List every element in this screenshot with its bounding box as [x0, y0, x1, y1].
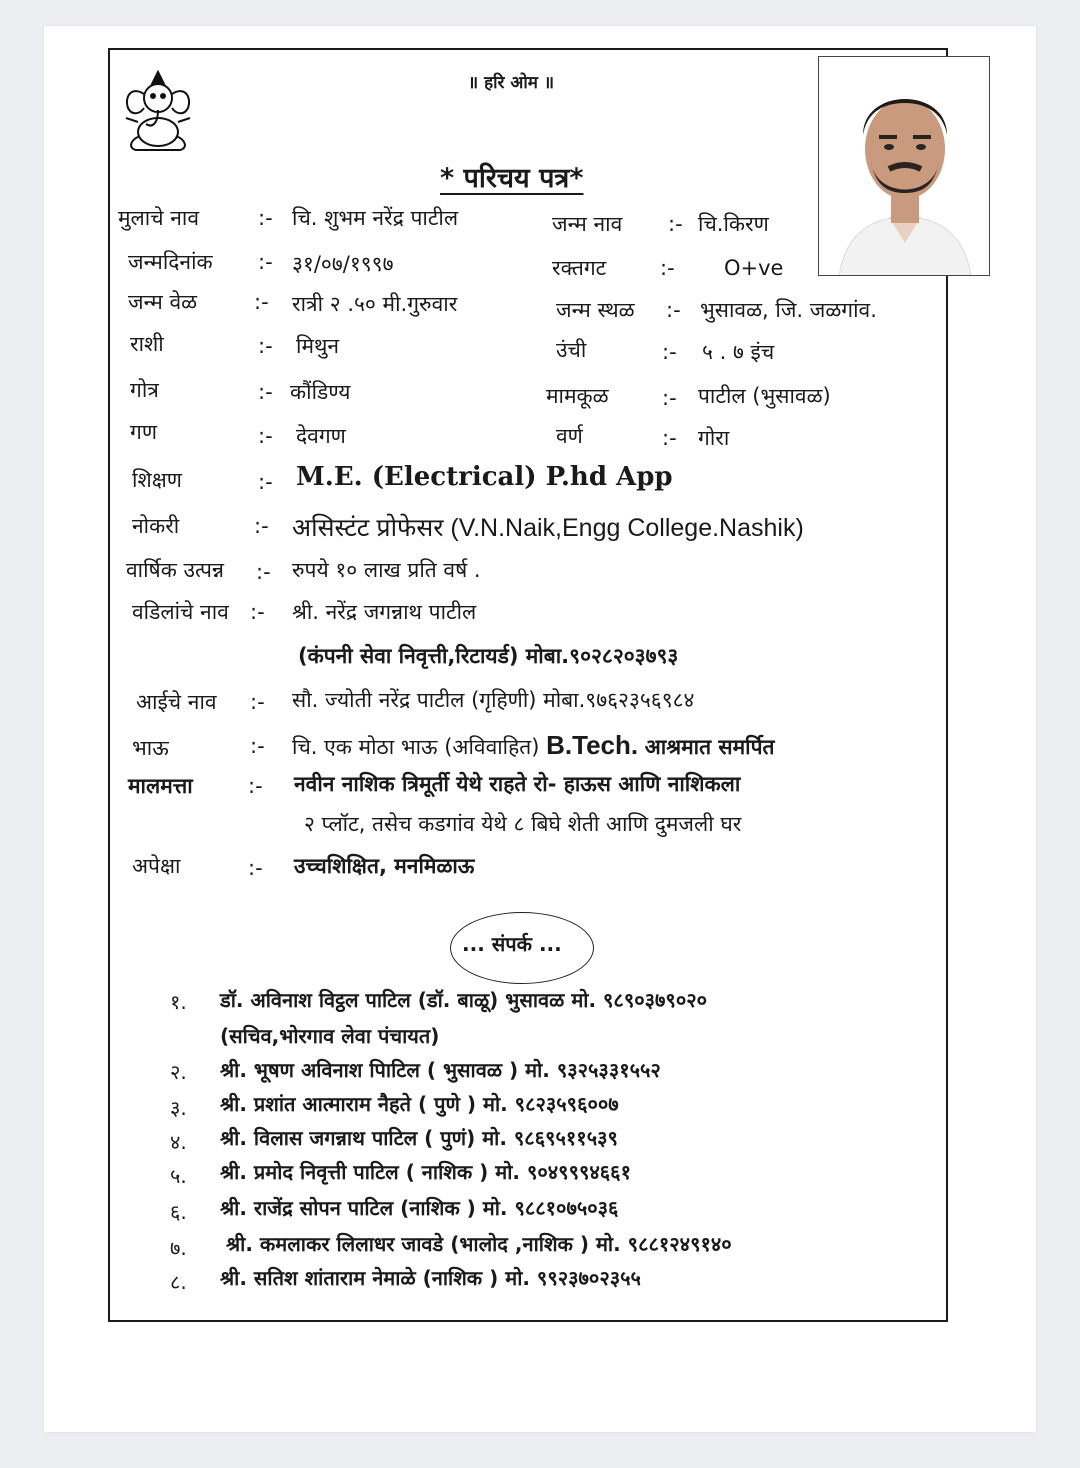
label-income: वार्षिक उत्पन्न — [126, 558, 224, 582]
label-gotra: गोत्र — [130, 378, 159, 402]
value-mamkul: पाटील (भुसावळ) — [698, 384, 831, 408]
value-property-line2: २ प्लॉट, तसेच कडगांव येथे ८ बिघे शेती आणि दुमजली घर — [304, 812, 742, 836]
profile-photo — [818, 56, 990, 276]
value-birth-time: रात्री २ .५० मी.गुरुवार — [292, 292, 458, 316]
label-education: शिक्षण — [132, 468, 182, 492]
sep-birth-time: :- — [254, 290, 269, 314]
value-brother-c: आश्रमात समर्पित — [644, 735, 775, 759]
sep-education: :- — [258, 470, 273, 494]
contact-line-note: (सचिव,भोरगाव लेवा पंचायत) — [220, 1024, 440, 1048]
sep-expectation: :- — [248, 856, 263, 880]
value-dob: ३१/०७/१९९७ — [292, 252, 394, 276]
sep-mother: :- — [250, 690, 265, 714]
contact-line: श्री. प्रशांत आत्माराम नैहते ( पुणे ) मो. ९८२३५९६००७ — [220, 1092, 619, 1116]
hari-om-heading: ॥ हरि ओम ॥ — [468, 73, 555, 93]
ganesh-emblem — [118, 66, 198, 156]
label-height: उंची — [556, 338, 587, 362]
value-property: नवीन नाशिक त्रिमूर्ती येथे राहते रो- हाऊस आणि नाशिकला — [294, 772, 741, 796]
contact-number: ३. — [170, 1096, 187, 1120]
contact-line: श्री. कमलाकर लिलाधर जावडे (भालोद ,नाशिक ) मो. ९८८१२४९१४० — [226, 1232, 732, 1256]
sep-property: :- — [248, 774, 263, 798]
sep-dob: :- — [258, 250, 273, 274]
label-varna: वर्ण — [556, 424, 583, 448]
contact-number: ५. — [170, 1164, 187, 1188]
sep-birth-place: :- — [666, 298, 681, 322]
contact-line: श्री. भूषण अविनाश पिाटिल ( भुसावळ ) मो. ९३२५३३१५५२ — [220, 1058, 661, 1082]
label-birth-name: जन्म नाव — [552, 212, 623, 236]
value-brother-b: B.Tech. — [546, 730, 639, 760]
sep-mamkul: :- — [662, 386, 677, 410]
label-job: नोकरी — [132, 514, 180, 538]
value-height: ५ . ७ इंच — [702, 340, 775, 364]
page-title-text: * परिचय पत्र* — [440, 163, 584, 194]
contact-line: डॉ. अविनाश विट्ठल पाटिल (डॉ. बाळू) भुसावळ मो. ९८९०३७९०२० — [220, 988, 708, 1012]
sep-rashi: :- — [258, 334, 273, 358]
contact-number: १. — [170, 990, 187, 1014]
label-expectation: अपेक्षा — [132, 854, 181, 878]
sep-income: :- — [256, 560, 271, 584]
value-gotra: कौंडिण्य — [290, 380, 351, 404]
contact-number: ८. — [170, 1270, 187, 1294]
label-rashi: राशी — [130, 332, 164, 356]
value-education: M.E. (Electrical) P.hd App — [296, 462, 673, 492]
contact-heading: ... संपर्क ... — [462, 932, 562, 956]
sep-name: :- — [258, 206, 273, 230]
value-expectation: उच्चशिक्षित, मनमिळाऊ — [294, 854, 475, 878]
value-varna: गोरा — [698, 426, 730, 450]
sep-birth-name: :- — [668, 212, 683, 236]
value-gan: देवगण — [296, 424, 346, 448]
sep-varna: :- — [662, 426, 677, 450]
value-birth-place: भुसावळ, जि. जळगांव. — [700, 298, 877, 322]
label-mamkul: मामकूळ — [546, 384, 609, 408]
sep-job: :- — [254, 514, 269, 538]
label-blood-group: रक्तगट — [552, 256, 607, 280]
contact-number: ६. — [170, 1200, 187, 1224]
contact-line: श्री. विलास जगन्नाथ पाटिल ( पुणं) मो. ९८६९५११५३९ — [220, 1126, 618, 1150]
contact-number: ७. — [170, 1236, 187, 1260]
contact-number: २. — [170, 1060, 187, 1084]
contact-line: श्री. प्रमोद निवृत्ती पाटिल ( नाशिक ) मो. ९०४९९९४६६१ — [220, 1160, 631, 1184]
sep-height: :- — [662, 340, 677, 364]
label-property: मालमत्ता — [128, 774, 193, 798]
value-brother — [292, 730, 775, 761]
sep-gotra: :- — [258, 380, 273, 404]
value-mother: सौ. ज्योती नरेंद्र पाटील (गृहिणी) मोबा.९७६२३५६९८४ — [292, 688, 695, 712]
label-birth-place: जन्म स्थळ — [556, 298, 635, 322]
label-birth-time: जन्म वेळ — [128, 290, 198, 314]
label-father: वडिलांचे नाव — [132, 600, 229, 624]
value-brother-a: चि. एक मोठा भाऊ (अविवाहित) — [292, 735, 540, 759]
value-father: श्री. नरेंद्र जगन्नाथ पाटील — [292, 600, 477, 624]
contact-number: ४. — [170, 1130, 187, 1154]
sep-gan: :- — [258, 424, 273, 448]
contact-line: श्री. राजेंद्र सोपन पाटिल (नाशिक ) मो. ९८८१०७५०३६ — [220, 1196, 619, 1220]
sep-blood-group: :- — [660, 256, 675, 280]
label-dob: जन्मदिनांक — [128, 250, 213, 274]
value-name: चि. शुभम नरेंद्र पाटील — [292, 206, 459, 230]
page-title — [440, 158, 583, 195]
label-name: मुलाचे नाव — [118, 206, 200, 230]
contact-line: श्री. सतिश शांताराम नेमाळे (नाशिक ) मो. ९९२३७०२३५५ — [220, 1266, 641, 1290]
value-father-detail: (कंपनी सेवा निवृत्ती,रिटायर्ड) मोबा.९०२८२०३७९३ — [298, 644, 679, 668]
label-brother: भाऊ — [132, 736, 169, 760]
value-job: असिस्टंट प्रोफेसर (V.N.Naik,Engg College.Nashik) — [292, 514, 804, 542]
value-blood-group: O+ve — [724, 256, 784, 280]
label-mother: आईचे नाव — [136, 690, 217, 714]
value-birth-name: चि.किरण — [698, 212, 769, 236]
sep-father: :- — [250, 600, 265, 624]
sep-brother: :- — [250, 734, 265, 758]
label-gan: गण — [130, 420, 158, 444]
value-income: रुपये १० लाख प्रति वर्ष . — [292, 558, 481, 582]
value-rashi: मिथुन — [296, 334, 340, 358]
profile-photo-image — [819, 57, 990, 276]
